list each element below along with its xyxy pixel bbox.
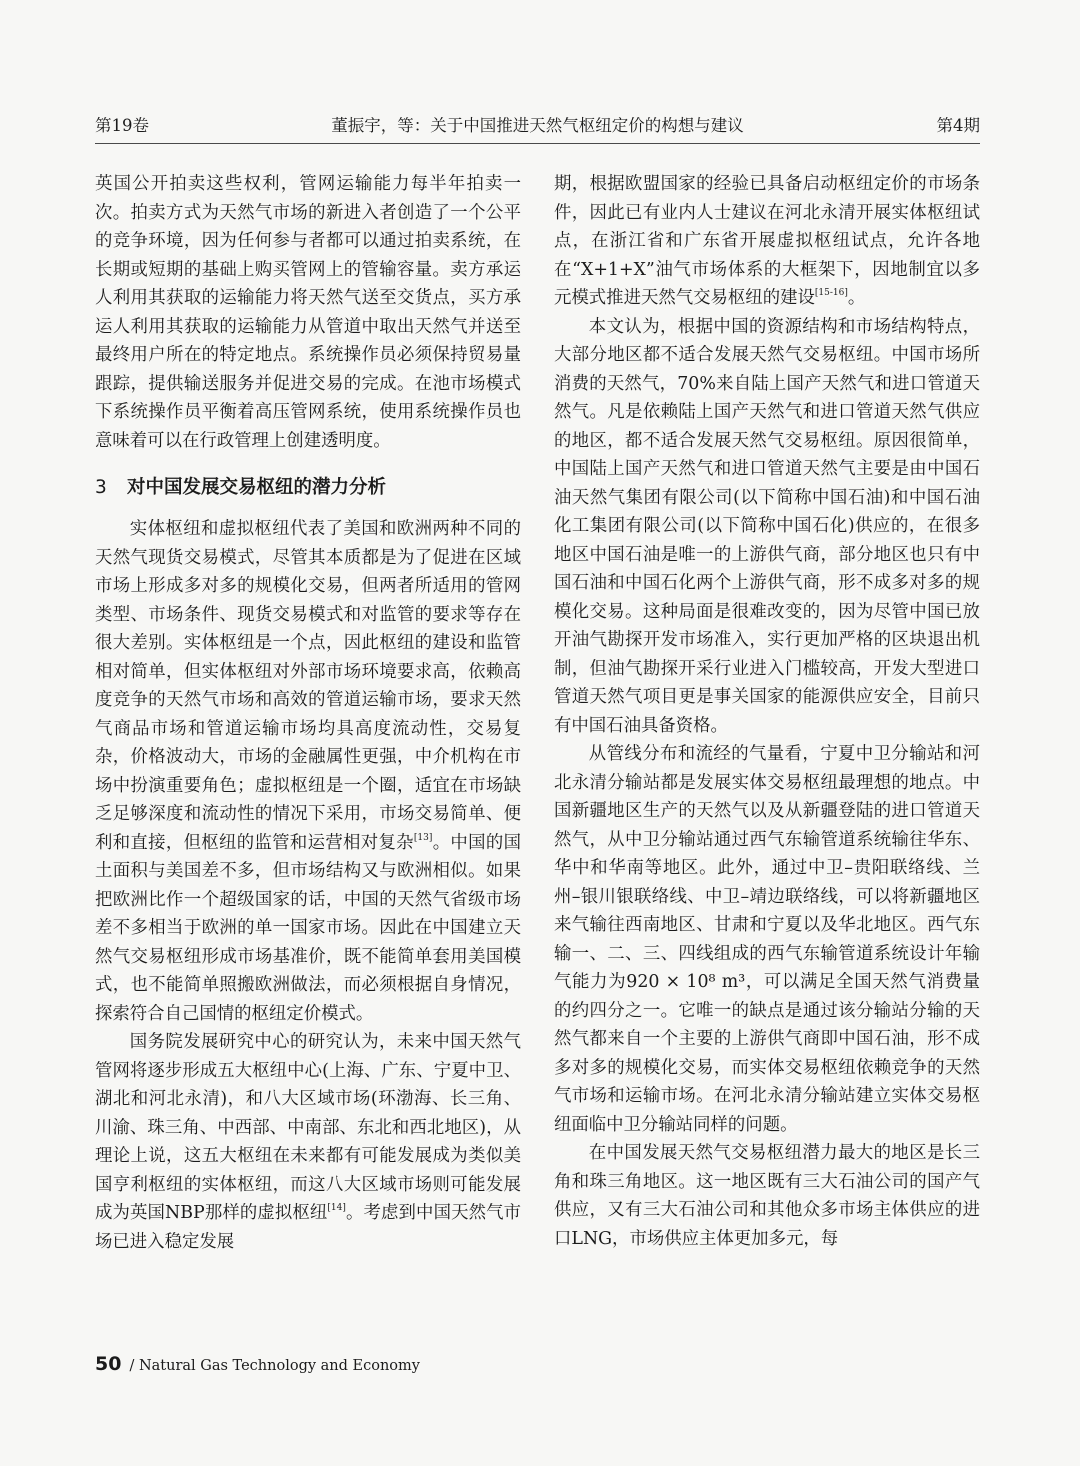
volume-label: 第19卷 [95, 116, 149, 135]
section-title: 对中国发展交易枢纽的潜力分析 [127, 477, 387, 498]
citation-ref[interactable]: [13] [413, 832, 433, 843]
paragraph-text: 期，根据欧盟国家的经验已具备启动枢纽定价的市场条件，因此已有业内人士建议在河北永清开展实体枢纽试点，在浙江省和广东省开展虚拟枢纽试点，允许各地在“X+1+X”油气市场体系的大框架下，因地制宜以多元模式推进天然气交易枢纽的建设 [554, 174, 980, 308]
page-number: 50 [95, 1353, 122, 1375]
issue-label: 第4期 [936, 116, 980, 135]
page-footer [95, 1352, 420, 1376]
paragraph: 在中国发展天然气交易枢纽潜力最大的地区是长三角和珠三角地区。这一地区既有三大石油公司的国产气供应，又有三大石油公司和其他众多市场主体供应的进口LNG，市场供应主体更加多元，每 [554, 1143, 980, 1249]
running-header [95, 112, 980, 140]
paragraph: 英国公开拍卖这些权利，管网运输能力每半年拍卖一次。拍卖方式为天然气市场的新进入者创造了一个公平的竞争环境，因为任何参与者都可以通过拍卖系统，在长期或短期的基础上购买管网上的管输容量。卖方承运人利用其获取的运输能力将天然气送至交货点，买方承运人利用其获取的运输能力从管道中取出天然气并送至最终用户所在的特定地点。系统操作员必须保持贸易量跟踪，提供输送服务并促进交易的完成。在池市场模式下系统操作员平衡着高压管网系统，使用系统操作员也意味着可以在行政管理上创建透明度。 [95, 174, 521, 451]
paragraph-text: 国务院发展研究中心的研究认为，未来中国天然气管网将逐步形成五大枢纽中心(上海、广东、宁夏中卫、湖北和河北永清)，和八大区域市场(环渤海、长三角、川渝、珠三角、中西部、中南部、东北和西北地区)，从理论上说，这五大枢纽在未来都有可能发展成为类似美国亨利枢纽的实体枢纽，而这八大区域市场则可能发展成为英国NBP那样的虚拟枢纽 [95, 1032, 521, 1223]
header-rule [95, 143, 980, 144]
paragraph: 从管线分布和流经的气量看，宁夏中卫分输站和河北永清分输站都是发展实体交易枢纽最理想的地点。中国新疆地区生产的天然气以及从新疆登陆的进口管道天然气，从中卫分输站通过西气东输管道系统输往华东、华中和华南等地区。此外，通过中卫–贵阳联络线、兰州–银川银联络线、中卫–靖边联络线，可以将新疆地区来气输往西南地区、甘肃和宁夏以及华北地区。西气东输一、二、三、四线组成的西气东输管道系统设计年输气能力为920 × 10⁸ m³，可以满足全国天然气消费量的约四分之一。它唯一的缺点是通过该分输站分输的天然气都来自一个主要的上游供气商即中国石油，形不成多对多的规模化交易，而实体交易枢纽依赖竞争的天然气市场和运输市场。在河北永清分输站建立实体交易枢纽面临中卫分输站同样的问题。 [554, 744, 980, 1135]
paragraph-text: 。 [847, 288, 866, 308]
paragraph-text: 。考虑到中国天然气市场已进入稳定发展 [95, 1203, 521, 1252]
paragraph-text: 实体枢纽和虚拟枢纽代表了美国和欧洲两种不同的天然气现货交易模式，尽管其本质都是为了促进在区域市场上形成多对多的规模化交易，但两者所适用的管网类型、市场条件、现货交易模式和对监管的要求等存在很大差别。实体枢纽是一个点，因此枢纽的建设和监管相对简单，但实体枢纽对外部市场环境要求高，依赖高度竞争的天然气市场和高效的管道运输市场，要求天然气商品市场和管道运输市场均具高度流动性，交易复杂，价格波动大，市场的金融属性更强，中介机构在市场中扮演重要角色；虚拟枢纽是一个圈，适宜在市场缺乏足够深度和流动性的情况下采用，市场交易简单、便利和直接，但枢纽的监管和运营相对复杂 [95, 519, 521, 853]
paragraph [554, 170, 980, 313]
paragraph: 本文认为，根据中国的资源结构和市场结构特点，大部分地区都不适合发展天然气交易枢纽。中国市场所消费的天然气，70%来自陆上国产天然气和进口管道天然气。凡是依赖陆上国产天然气和进口管道天然气供应的地区，都不适合发展天然气交易枢纽。原因很简单，中国陆上国产天然气和进口管道天然气主要是由中国石油天然气集团有限公司(以下简称中国石油)和中国石油化工集团有限公司(以下简称中国石化)供应的，在很多地区中国石油是唯一的上游供气商，部分地区也只有中国石油和中国石化两个上游供气商，形不成多对多的规模化交易。这种局面是很难改变的，因为尽管中国已放开油气勘探开发市场准入，实行更加严格的区块退出机制，但油气勘探开采行业进入门槛较高，开发大型进口管道天然气项目更是事关国家的能源供应安全，目前只有中国石油具备资格。 [554, 316, 980, 736]
section-number: 3 [95, 477, 107, 498]
right-column [554, 170, 980, 1253]
paragraph [95, 515, 521, 1028]
left-column [95, 170, 521, 1256]
section-heading [95, 475, 521, 501]
journal-name: / Natural Gas Technology and Economy [129, 1358, 420, 1374]
running-title: 董振宇，等：关于中国推进天然气枢纽定价的构想与建议 [331, 116, 744, 135]
paragraph [95, 1028, 521, 1256]
citation-ref[interactable]: [14] [327, 1203, 346, 1213]
citation-ref[interactable]: [15-16] [814, 288, 848, 298]
paragraph-text: 。中国的国土面积与美国差不多，但市场结构又与欧洲相似。如果把欧洲比作一个超级国家的话，中国的天然气省级市场差不多相当于欧洲的单一国家市场。因此在中国建立天然气交易枢纽形成市场基准价，既不能简单套用美国模式，也不能简单照搬欧洲做法，而必须根据自身情况，探索符合自己国情的枢纽定价模式。 [95, 832, 521, 1024]
